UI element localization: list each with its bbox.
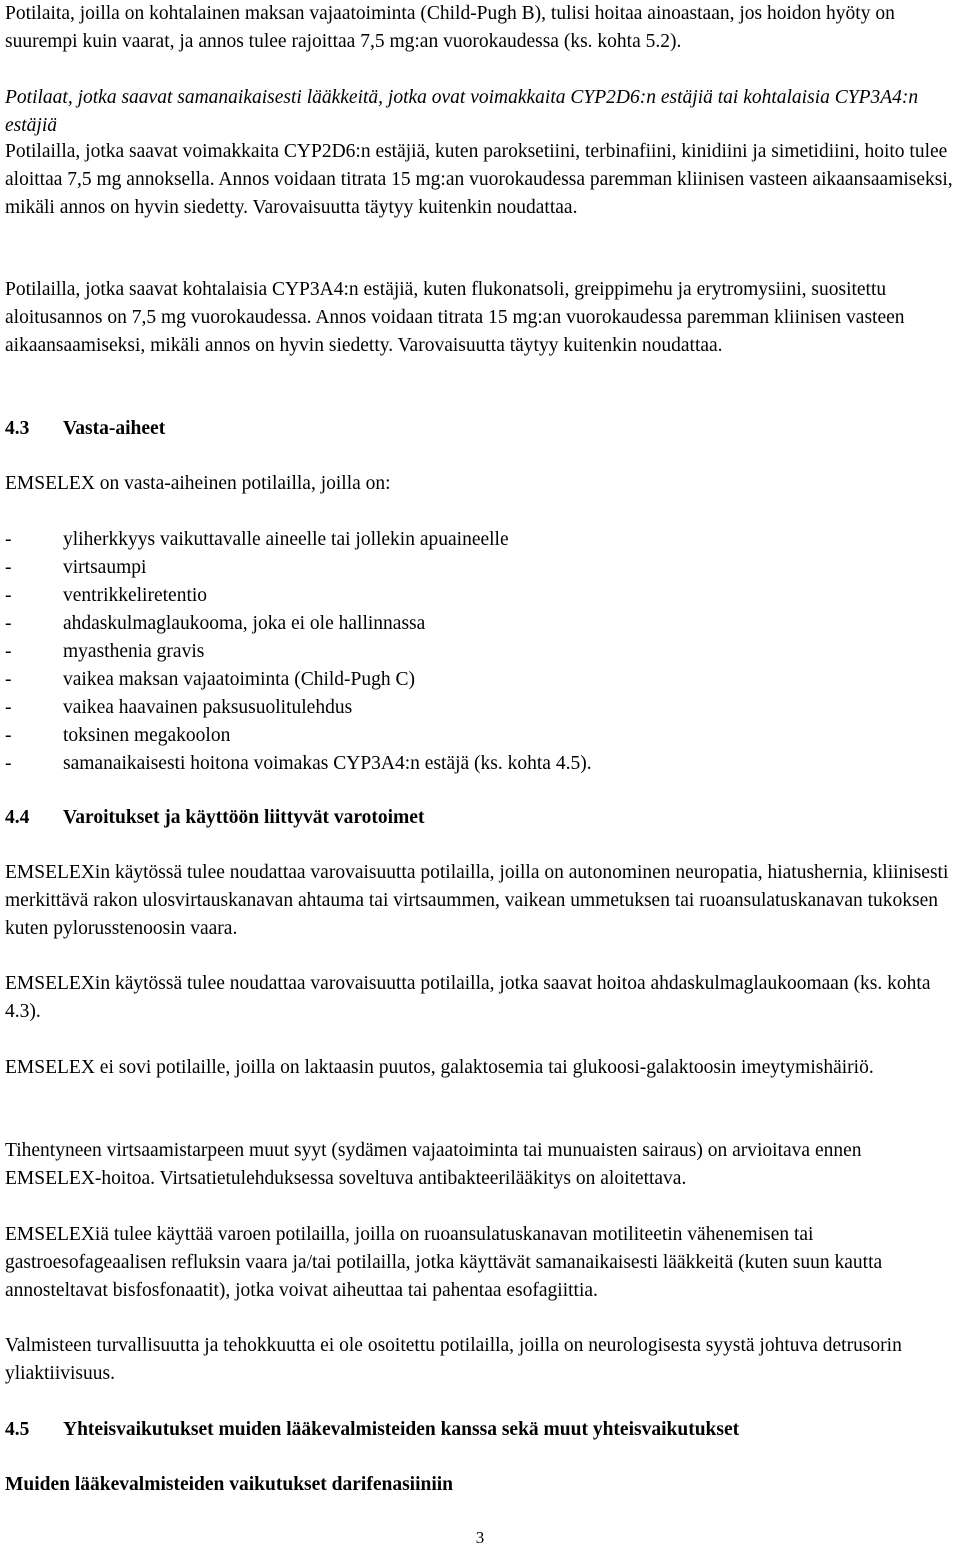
section-4-5-heading xyxy=(5,1416,953,1444)
list-item: - vaikea haavainen paksusuolitulehdus xyxy=(5,697,353,718)
list-item: - yliherkkyys vaikuttavalle aineelle tai jollekin apuaineelle xyxy=(5,529,509,550)
intro-paragraph-cyp3a4: Potilailla, jotka saavat kohtalaisia CYP3A4:n estäjiä, kuten flukonatsoli, greippimehu ja erytromysiini, suositettu aloitusannos on 7,5 mg vuorokaudessa. Annos voidaan titrata 15 mg:an vuorokaudessa paremman kliinisen vasteen aikaansaamiseksi, mikäli annos on hyvin siedetty. Varovaisuutta täytyy kuitenkin noudattaa. xyxy=(5,279,905,356)
interactions-subheading: Muiden lääkevalmisteiden vaikutukset darifenasiiniin xyxy=(5,1474,454,1495)
warnings-paragraph: EMSELEX ei sovi potilaille, joilla on laktaasin puutos, galaktosemia tai glukoosi-galaktoosin imeytymishäiriö. xyxy=(5,1057,874,1078)
warnings-paragraph: Tihentyneen virtsaamistarpeen muut syyt (sydämen vajaatoiminta tai munuaisten sairaus) on arvioitava ennen EMSELEX-hoitoa. Virtsatietulehduksessa soveltuva antibakteerilääkitys on aloitettava. xyxy=(5,1140,862,1189)
warnings-paragraph: EMSELEXin käytössä tulee noudattaa varovaisuutta potilailla, jotka saavat hoitoa ahdaskulmaglaukoomaan (ks. kohta 4.3). xyxy=(5,973,931,1022)
contraindications-list xyxy=(5,526,953,778)
section-4-3-heading xyxy=(5,415,953,443)
section-title: Yhteisvaikutukset muiden lääkevalmisteiden kanssa sekä muut yhteisvaikutukset xyxy=(63,1419,740,1440)
intro-paragraph-cyp2d6: Potilailla, jotka saavat voimakkaita CYP2D6:n estäjiä, kuten paroksetiini, terbinafiini, kinidiini ja simetidiini, hoito tulee aloittaa 7,5 mg annoksella. Annos voidaan titrata 15 mg:an vuorokaudessa paremman kliinisen vasteen aikaansaamiseksi, mikäli annos on hyvin siedetty. Varovaisuutta täytyy kuitenkin noudattaa. xyxy=(5,141,953,218)
contraindications-intro: EMSELEX on vasta-aiheinen potilailla, joilla on: xyxy=(5,473,391,494)
list-item: - toksinen megakoolon xyxy=(5,725,231,746)
warnings-paragraph: EMSELEXiä tulee käyttää varoen potilailla, joilla on ruoansulatuskanavan motiliteetin vähenemisen tai gastroesofageaalisen refluksin vaara ja/tai potilailla, jotka käyttävät samanaikaisesti lääkkeitä (kuten suun kautta annosteltavat bisfosfonaatit), jotka voivat aiheuttaa tai pahentaa esofagiittia. xyxy=(5,1224,883,1301)
list-item: - virtsaumpi xyxy=(5,557,147,578)
list-item: - myasthenia gravis xyxy=(5,641,205,662)
section-number: 4.5 xyxy=(5,1419,30,1440)
section-title: Vasta-aiheet xyxy=(63,418,166,439)
list-item: - ahdaskulmaglaukooma, joka ei ole hallinnassa xyxy=(5,613,426,634)
warnings-paragraph: Valmisteen turvallisuutta ja tehokkuutta ei ole osoitettu potilailla, joilla on neurologisesta syystä johtuva detrusorin yliaktiivisuus. xyxy=(5,1335,902,1384)
list-item: - samanaikaisesti hoitona voimakas CYP3A4:n estäjä (ks. kohta 4.5). xyxy=(5,753,592,774)
list-item: - vaikea maksan vajaatoiminta (Child-Pugh C) xyxy=(5,669,415,690)
section-4-4-heading xyxy=(5,804,953,832)
page-number: 3 xyxy=(475,1528,485,1547)
list-item: - ventrikkeliretentio xyxy=(5,585,208,606)
section-number: 4.3 xyxy=(5,418,30,439)
section-number: 4.4 xyxy=(5,807,30,828)
warnings-paragraph: EMSELEXin käytössä tulee noudattaa varovaisuutta potilailla, joilla on autonominen neuropatia, hiatushernia, kliinisesti merkittävä rakon ulosvirtauskanavan ahtauma tai virtsaummen, vaikean ummetuksen tai ruoansulatuskanavan tukoksen kuten pylorusstenoosin vaara. xyxy=(5,862,949,939)
intro-paragraph-hepatic: Potilaita, joilla on kohtalainen maksan vajaatoiminta (Child-Pugh B), tulisi hoitaa ainoastaan, jos hoidon hyöty on suurempi kuin vaarat, ja annos tulee rajoittaa 7,5 mg:an vuorokaudessa (ks. kohta 5.2). xyxy=(5,3,895,52)
intro-subheading-inhibitors: Potilaat, jotka saavat samanaikaisesti lääkkeitä, jotka ovat voimakkaita CYP2D6:n estäjiä tai kohtalaisia CYP3A4:n estäjiä xyxy=(5,87,919,136)
section-title: Varoitukset ja käyttöön liittyvät varotoimet xyxy=(63,807,425,828)
